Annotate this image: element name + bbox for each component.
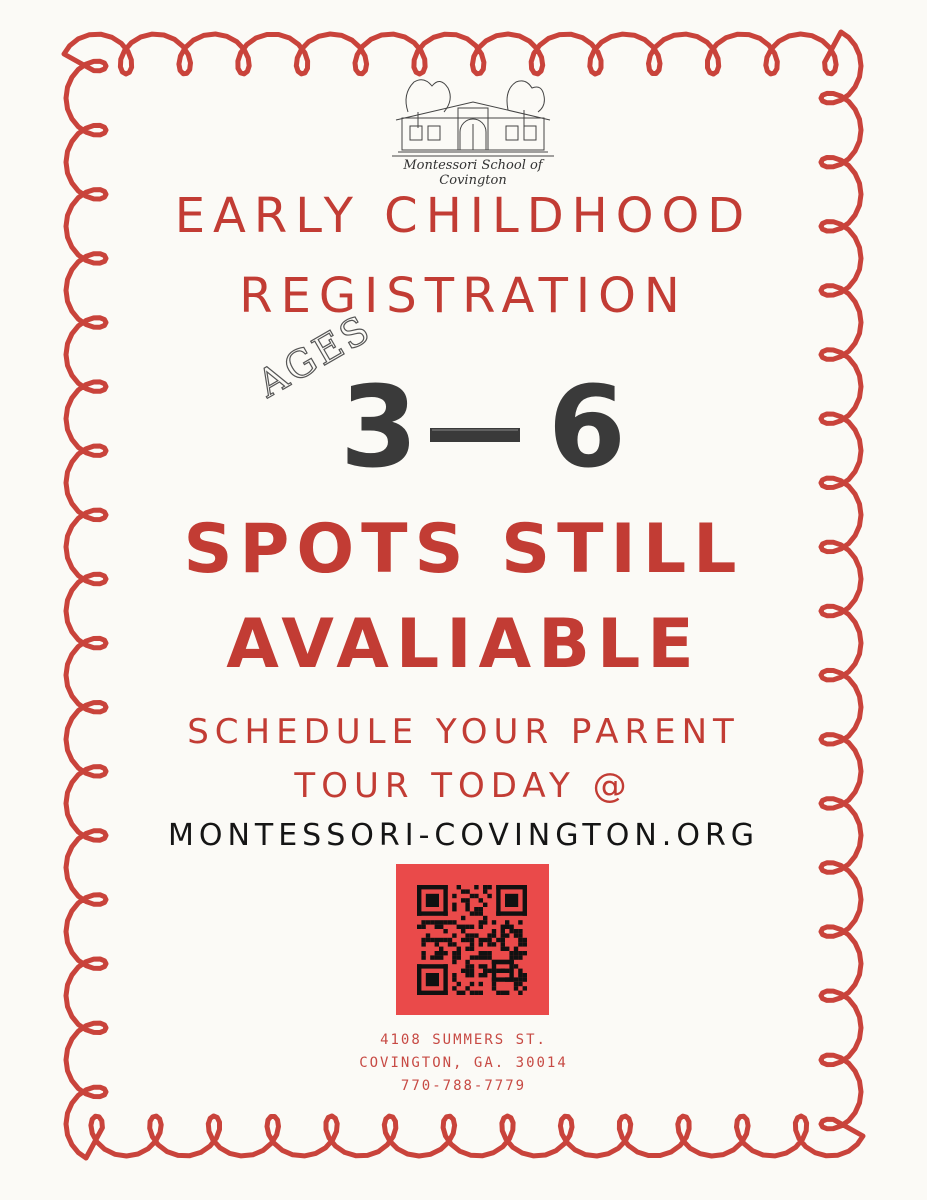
website-link[interactable]: MONTESSORI-COVINGTON.ORG xyxy=(167,818,760,853)
address-street: 4108 SUMMERS ST. xyxy=(380,1032,547,1048)
qr-code-panel[interactable] xyxy=(396,864,549,1015)
age-range-dash xyxy=(430,426,524,444)
cta-line-2: TOUR TODAY @ xyxy=(294,766,633,806)
headline-line-2: AVALIABLE xyxy=(226,605,701,684)
qr-code-icon xyxy=(417,885,527,995)
cta-line-1: SCHEDULE YOUR PARENT xyxy=(187,712,740,752)
ages-label: AGES xyxy=(250,306,380,406)
address-city: COVINGTON, GA. 30014 xyxy=(359,1055,568,1071)
title-line-2: REGISTRATION xyxy=(239,268,688,324)
title-line-1: EARLY CHILDHOOD xyxy=(174,188,753,244)
headline-line-1: SPOTS STILL xyxy=(183,510,744,589)
schoolhouse-icon xyxy=(388,72,558,158)
school-logo xyxy=(388,72,558,188)
age-to: 6 xyxy=(548,363,626,493)
logo-caption: Montessori School of Covington xyxy=(403,158,543,188)
age-from: 3 xyxy=(340,363,418,493)
address-phone: 770-788-7779 xyxy=(400,1078,527,1094)
